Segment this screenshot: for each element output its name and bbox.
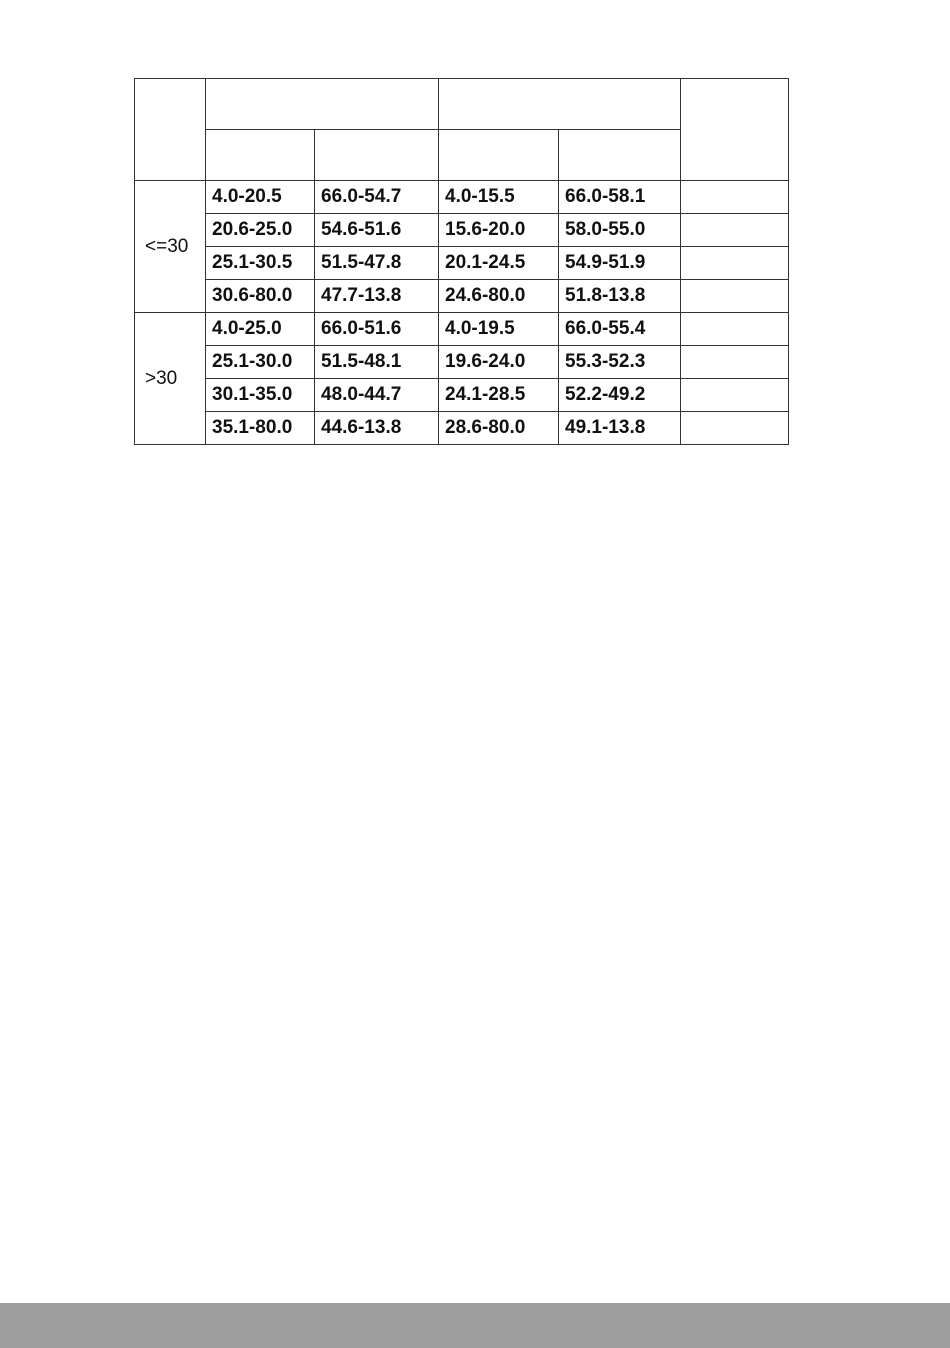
- table-cell: 35.1-80.0: [206, 412, 315, 445]
- table-row: [135, 379, 789, 412]
- table-row: [135, 247, 789, 280]
- table-cell: 20.6-25.0: [206, 214, 315, 247]
- header-cell-sub: [315, 130, 439, 181]
- table-cell: [681, 181, 789, 214]
- table-cell: 48.0-44.7: [315, 379, 439, 412]
- table-cell: [681, 214, 789, 247]
- table-cell: [681, 346, 789, 379]
- table-row: [135, 214, 789, 247]
- table-cell: 15.6-20.0: [439, 214, 559, 247]
- header-cell-group-b: [439, 79, 681, 130]
- header-cell-sub: [559, 130, 681, 181]
- table-cell: 54.9-51.9: [559, 247, 681, 280]
- table-cell: 25.1-30.0: [206, 346, 315, 379]
- group-label: >30: [135, 313, 206, 445]
- footer-bar: [0, 1303, 950, 1348]
- header-cell-sub: [439, 130, 559, 181]
- table-cell: 4.0-19.5: [439, 313, 559, 346]
- header-cell-group-a: [206, 79, 439, 130]
- table-cell: 58.0-55.0: [559, 214, 681, 247]
- table-cell: 51.5-47.8: [315, 247, 439, 280]
- table-cell: 66.0-54.7: [315, 181, 439, 214]
- table-row: [135, 181, 789, 214]
- table-cell: [681, 379, 789, 412]
- table-row: [135, 346, 789, 379]
- header-cell-last: [681, 79, 789, 181]
- table-row: [135, 280, 789, 313]
- table-row: [135, 313, 789, 346]
- table-cell: 66.0-51.6: [315, 313, 439, 346]
- table-cell: 52.2-49.2: [559, 379, 681, 412]
- table-cell: [681, 412, 789, 445]
- table-cell: 24.6-80.0: [439, 280, 559, 313]
- table-cell: 55.3-52.3: [559, 346, 681, 379]
- header-row-1: [135, 79, 789, 130]
- table-cell: 28.6-80.0: [439, 412, 559, 445]
- table-cell: 25.1-30.5: [206, 247, 315, 280]
- table-cell: [681, 247, 789, 280]
- table-cell: 19.6-24.0: [439, 346, 559, 379]
- table-cell: 47.7-13.8: [315, 280, 439, 313]
- table-cell: 66.0-55.4: [559, 313, 681, 346]
- header-cell-sub: [206, 130, 315, 181]
- range-table: [134, 78, 789, 445]
- table-cell: 4.0-20.5: [206, 181, 315, 214]
- group-label: <=30: [135, 181, 206, 313]
- table-cell: 24.1-28.5: [439, 379, 559, 412]
- table-cell: 4.0-15.5: [439, 181, 559, 214]
- table-cell: 54.6-51.6: [315, 214, 439, 247]
- table-cell: 49.1-13.8: [559, 412, 681, 445]
- table-cell: 66.0-58.1: [559, 181, 681, 214]
- table-cell: [681, 313, 789, 346]
- table-cell: 20.1-24.5: [439, 247, 559, 280]
- table-cell: [681, 280, 789, 313]
- table-cell: 51.5-48.1: [315, 346, 439, 379]
- header-cell-blank: [135, 79, 206, 181]
- table-cell: 44.6-13.8: [315, 412, 439, 445]
- table-cell: 30.6-80.0: [206, 280, 315, 313]
- table-cell: 51.8-13.8: [559, 280, 681, 313]
- table-row: [135, 412, 789, 445]
- table-cell: 4.0-25.0: [206, 313, 315, 346]
- table-cell: 30.1-35.0: [206, 379, 315, 412]
